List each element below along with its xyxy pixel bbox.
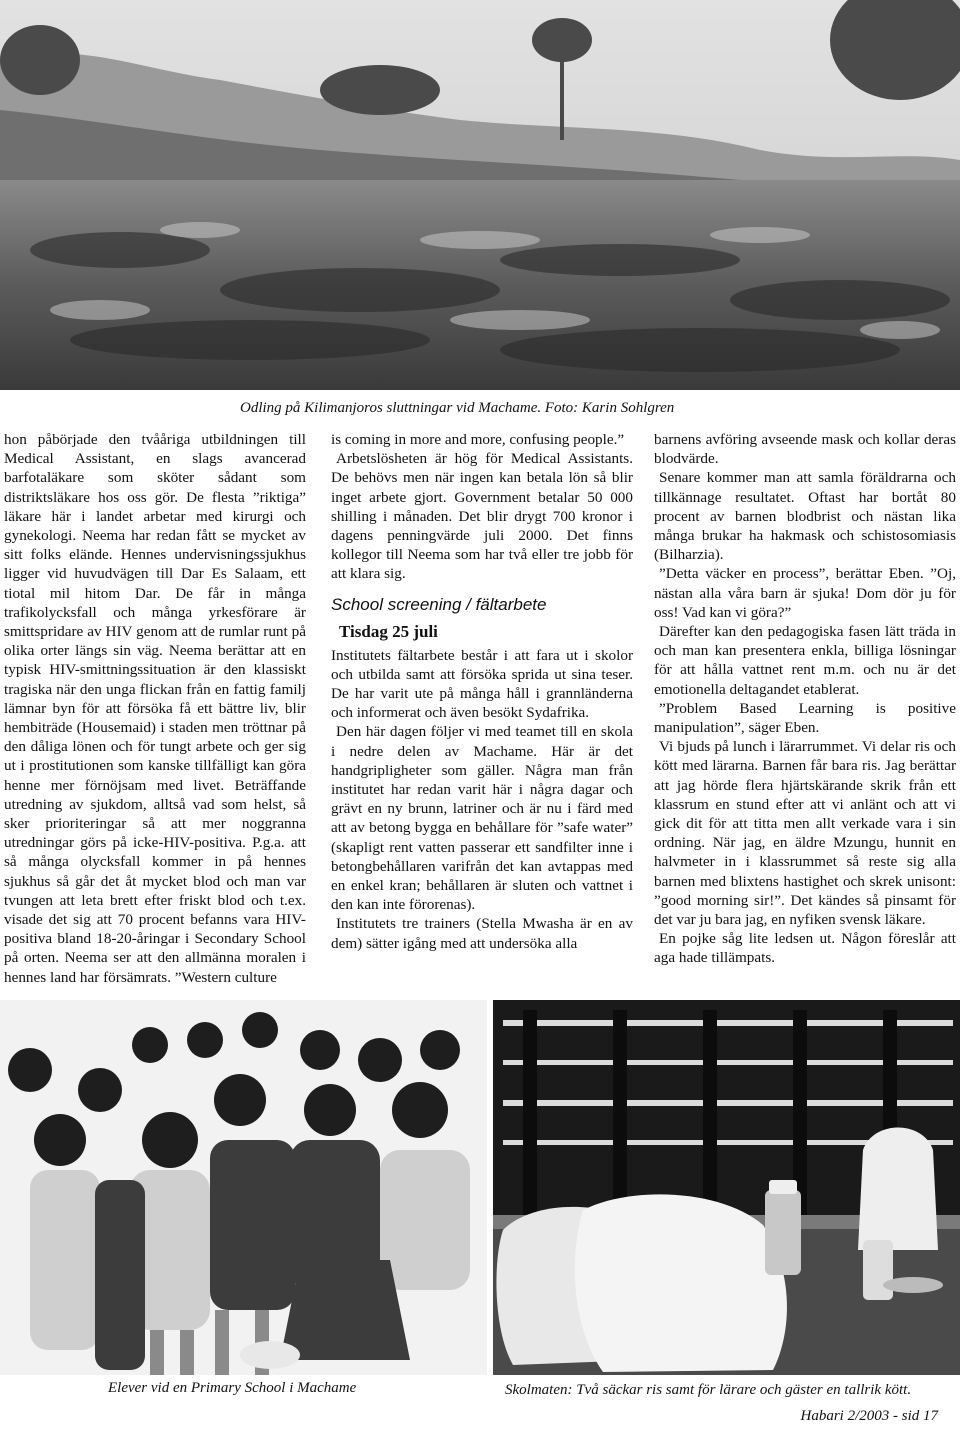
col3-paragraph-2: Senare kommer man att samla föräldrarna och tillkännage resultatet. Oftast har bortåt 80 procent av barnen blodbrist och nästan lika många brukar ha hakmask och schistosomiasis (Bilharzia).: [654, 469, 956, 564]
col3-paragraph-3: ”Detta väcker en process”, berättar Eben. ”Oj, nästan alla våra barn är sjuka! Dom dör ju för oss! Vad kan vi göra?”: [654, 565, 956, 621]
top-photo-caption: Odling på Kilimanjoros sluttningar vid Machame. Foto: Karin Sohlgren: [240, 400, 675, 416]
col3-paragraph-1: barnens avföring avseende mask och kollar deras blodvärde.: [654, 431, 956, 468]
section-heading: School screening / fältarbete: [331, 594, 547, 614]
col3-paragraph-4: Därefter kan den pedagogiska fasen lätt träda in och man kan presentera enkla, billiga lösningar för att hålla vattnet rent m.m. och nu är det emotionella deltagandet etablerat.: [654, 623, 956, 698]
text-column-1: [4, 430, 306, 987]
col2-paragraph-4: Den här dagen följer vi med teamet till en skola i nedre delen av Machame. Här är det handgripligheter som gäller. Några man från institutet har redan varit här i några dagar och grävt en ny brunn, latriner och är nu i färd med att av betong bygga en behållare för ”safe water” (skapligt rent vatten passerar ett sandfilter inne i betongbehållaren varifrån det kan avtappas med en enkel kran; behållaren är sluten och vattnet i den kan inte förorenas).: [331, 723, 633, 914]
text-column-3: [654, 430, 956, 968]
col3-paragraph-6: Vi bjuds på lunch i lärarrummet. Vi delar ris och kött med lärarna. Barnen får bara ris. Jag berättar att jag hörde flera hjärtskärande skrik från ett klassrum en stund efter att vi anlänt och att vi gick dit för att titta men allt verkade vara i sin ordning. När jag, en äldre Mzungu, hunnit en halvmeter in i klassrummet så reste sig alla barnen med blixtens hastighet och skrek unisont: ”good morning sir!”. Det kändes så pinsamt för det var ju bara jag, en nyfiken svensk läkare.: [654, 738, 956, 929]
field-landscape-image: [0, 0, 960, 390]
col2-paragraph-5: Institutets tre trainers (Stella Mwasha är en av dem) sätter igång med att undersöka alla: [331, 915, 633, 952]
text-column-2: [331, 430, 633, 953]
col3-paragraph-5: ”Problem Based Learning is positive manipulation”, säger Eben.: [654, 699, 956, 737]
col2-paragraph-1: is coming in more and more, confusing people.”: [331, 431, 625, 448]
bottom-right-caption: Skolmaten: Två säckar ris samt för lärare och gäster en tallrik kött.: [505, 1382, 912, 1398]
top-photo-cultivation: [0, 0, 960, 390]
col2-paragraph-2: Arbetslösheten är hög för Medical Assistants. De behövs men när ingen kan betala lön så blir inget arbete gjort. Government betalar 50 000 shilling i månaden. Det blir drygt 700 kronor i dagens penningvärde juli 2000. Det finns kollegor till Neema som har två eller tre jobb för att klara sig.: [331, 450, 633, 583]
col1-paragraph-1: hon påbörjade den tvååriga utbildningen till Medical Assistant, en slags avancerad barfotaläkare som sköter sådant som distriktsläkare hos oss gör. De flesta ”riktiga” läkare här i landet arbetar med kirurgi och gynekologi. Neema har redan fått se mycket av sitt folks elände. Hennes undervisningssjukhus ligger vid huvudvägen till Dar Es Salaam, ett tiotal mil hitom Dar. De får in många trafikolycksfall och många yrkesförare är smittspridare av HIV genom att de rumlar runt på olika orter längs sin väg. Neema berättar att en typisk HIV-smittningssituation är den klassiskt tragiska när den unga flickan från en fattig familj lämnar byn för att försöka få ett bättre liv, blir hembiträde (Housemaid) i staden men tröttnar på den dåliga lönen och för tungt arbete och ger sig ut i prostitutionen som kanske tillfälligt kan göra henne mer förnöjsam med livet. Beträffande utredning av sjukdom, alltså vad som helst, så sker prioriteringar så att mer noggranna utredningar görs på icke-HIV-positiva. P.g.a. att så många olycksfall kommer in på hennes sjukhus så går det åt mycket blod och man var tvungen att leta brett efter friskt blod och t.ex. visade det sig att 70 procent befanns vara HIV-positiva bland 18-20-åringar i Secondary School på orten. Neema ser att den allmänna moralen i hennes land har försämrats. ”Western culture: [4, 431, 306, 986]
section-date: Tisdag 25 juli: [339, 621, 438, 641]
bottom-right-photo-food: [493, 1000, 960, 1375]
bottom-left-photo-children: [0, 1000, 487, 1375]
page-footer: Habari 2/2003 - sid 17: [800, 1408, 938, 1424]
bottom-left-caption: Elever vid en Primary School i Machame: [108, 1380, 357, 1396]
school-children-image: [0, 1000, 487, 1375]
col2-paragraph-3: Institutets fältarbete består i att fara ut i skolor och utbilda samt att försöka sprida ut sina teser. De har varit ute på många håll i grannländerna och informerat och även besökt Sydafrika.: [331, 646, 633, 722]
col3-paragraph-7: En pojke såg lite ledsen ut. Någon föreslår att aga hade tillämpats.: [654, 930, 956, 967]
rice-sacks-image: [493, 1000, 960, 1375]
